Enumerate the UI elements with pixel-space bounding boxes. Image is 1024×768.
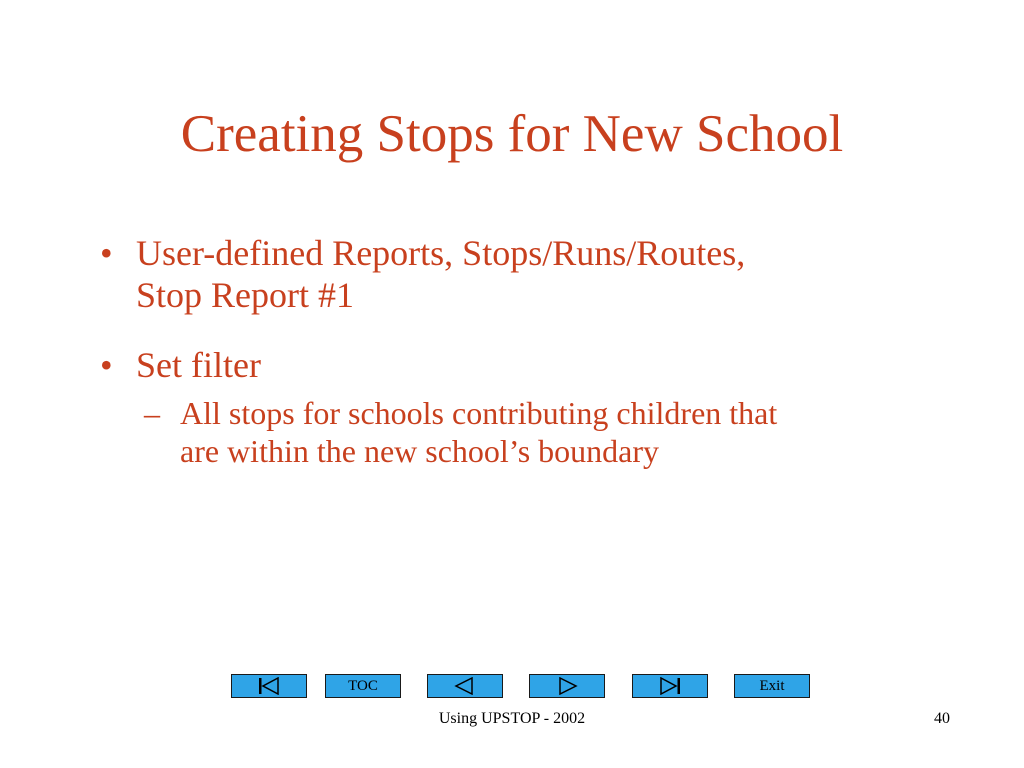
footer-text: Using UPSTOP - 2002 — [438, 710, 586, 727]
sub-bullet-text-line: All stops for schools contributing children that — [180, 395, 778, 431]
last-slide-button[interactable] — [632, 674, 708, 698]
sub-bullet-text-line: are within the new school’s boundary — [180, 433, 659, 469]
bullet-item — [100, 344, 960, 386]
slide-title: Creating Stops for New School — [180, 105, 844, 163]
bullet-text-line: Stop Report #1 — [136, 275, 355, 315]
skip-to-first-icon — [256, 677, 282, 695]
bullet-list — [100, 232, 960, 470]
page-number: 40 — [934, 710, 950, 727]
next-triangle-icon — [554, 677, 580, 695]
first-slide-button[interactable] — [231, 674, 307, 698]
bullet-item — [100, 232, 960, 316]
bullet-text-line: User-defined Reports, Stops/Runs/Routes, — [136, 233, 746, 273]
bullet-text-line: Set filter — [136, 345, 261, 385]
toc-button-label: TOC — [348, 677, 378, 694]
previous-triangle-icon — [452, 677, 478, 695]
next-slide-button[interactable] — [529, 674, 605, 698]
sub-bullet-item — [100, 394, 960, 470]
toc-button[interactable] — [325, 674, 401, 698]
exit-button-label: Exit — [759, 677, 785, 694]
bullet-marker: • — [100, 345, 113, 385]
exit-button[interactable] — [734, 674, 810, 698]
navigation-bar — [0, 674, 1024, 700]
previous-slide-button[interactable] — [427, 674, 503, 698]
bullet-marker: • — [100, 233, 113, 273]
sub-bullet-marker: – — [144, 395, 160, 431]
skip-to-last-icon — [657, 677, 683, 695]
